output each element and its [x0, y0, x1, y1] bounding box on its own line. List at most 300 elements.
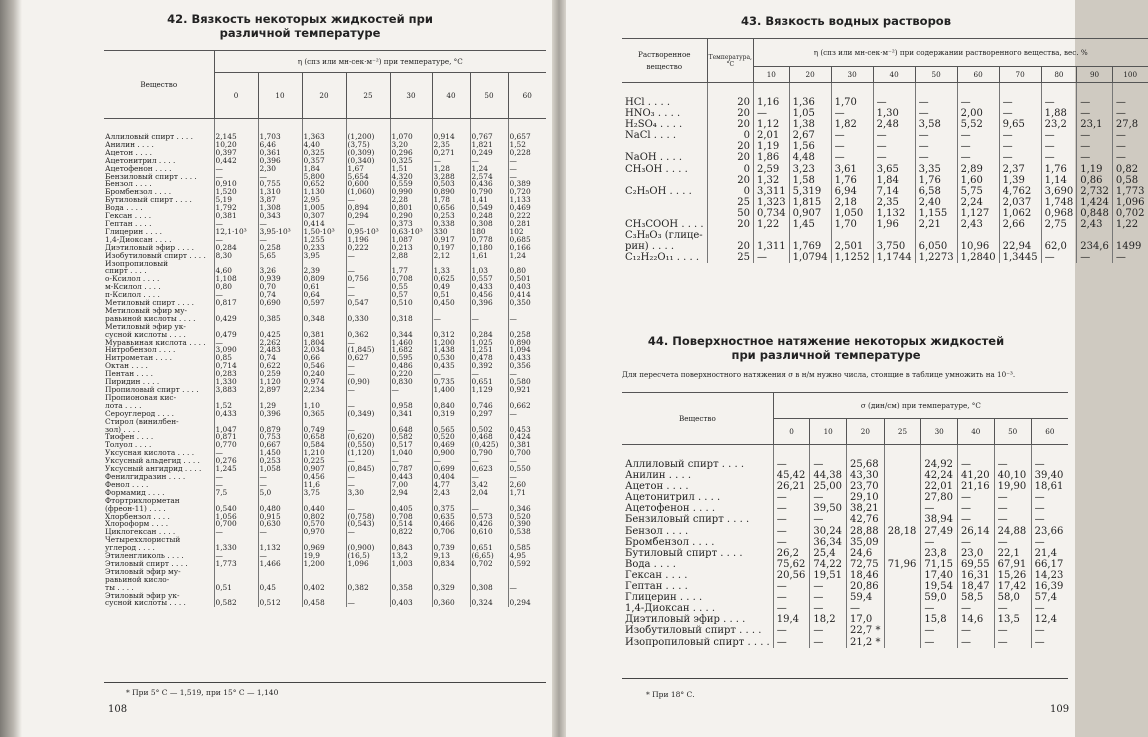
- substance-label: ты: [105, 582, 115, 592]
- value-cell: —: [508, 457, 546, 465]
- value-cell: 3,61: [831, 164, 873, 175]
- value-cell: 1,773: [1112, 186, 1147, 197]
- dot-leader: . . . .: [689, 603, 716, 615]
- substance-label: Бензол: [625, 525, 663, 537]
- substance-name: [622, 252, 707, 263]
- substance-label: Нитрометан: [105, 353, 154, 363]
- value-cell: 0,284: [214, 244, 258, 252]
- value-cell: —: [957, 625, 994, 636]
- value-cell: 0,360: [432, 599, 470, 607]
- substance-label: Фенол: [105, 479, 130, 489]
- dot-leader: . . . .: [156, 527, 176, 537]
- value-cell: 23,2: [1041, 119, 1077, 130]
- value-cell: 30,24: [810, 526, 847, 537]
- value-cell: 1,16: [753, 83, 789, 109]
- value-cell: [884, 570, 921, 581]
- value-cell: —: [1041, 252, 1077, 263]
- value-cell: 330: [432, 228, 470, 236]
- value-cell: 1,41: [470, 196, 508, 204]
- value-cell: 102: [508, 228, 546, 236]
- value-cell: 0,900: [432, 449, 470, 457]
- value-cell: 57,4: [1031, 592, 1068, 603]
- value-cell: 2,262: [258, 339, 302, 347]
- value-cell: 16,31: [957, 570, 994, 581]
- substance-label: Гептан: [625, 581, 663, 593]
- value-cell: 0,180: [470, 244, 508, 252]
- substance-label: Аллиловый спирт: [625, 459, 719, 470]
- substance-label: HNO₃: [625, 108, 655, 120]
- value-cell: —: [508, 173, 546, 181]
- value-cell: (0,900): [346, 544, 390, 552]
- aqueous-viscosity-table: [622, 38, 1148, 263]
- value-cell: 27,49: [921, 526, 958, 537]
- value-cell: 0,258: [258, 244, 302, 252]
- value-cell: 58,0: [994, 592, 1031, 603]
- table-row: [104, 599, 546, 607]
- table-row: [622, 197, 1148, 208]
- substance-name: [104, 599, 214, 607]
- dot-leader: . . . .: [141, 282, 161, 292]
- value-cell: 0,82: [1112, 164, 1147, 175]
- value-cell: 0,939: [258, 275, 302, 283]
- value-cell: 0,623: [470, 465, 508, 473]
- value-cell: —: [346, 481, 390, 489]
- value-cell: 0,225: [302, 457, 346, 465]
- value-cell: 1,400: [432, 386, 470, 394]
- dot-leader: . . . .: [127, 266, 147, 276]
- substance-label: Бромбензол: [105, 187, 153, 197]
- value-cell: 0,559: [390, 180, 432, 188]
- temperature-cell: 50: [707, 208, 753, 219]
- value-cell: 0,281: [508, 220, 546, 228]
- value-cell: 0,350: [508, 299, 546, 307]
- value-cell: 1,094: [508, 346, 546, 354]
- value-cell: 35,09: [847, 537, 885, 548]
- substance-label: HCl: [625, 97, 645, 108]
- value-cell: 0,456: [470, 291, 508, 299]
- table-row: [622, 492, 1068, 503]
- substance-label: NaCl: [625, 130, 651, 142]
- substance-name: [622, 625, 773, 636]
- value-cell: 2,501: [831, 241, 873, 252]
- value-cell: 62,0: [1041, 241, 1077, 252]
- column-header: 60: [957, 67, 999, 83]
- value-cell: 2,28: [390, 196, 432, 204]
- value-cell: —: [999, 108, 1041, 119]
- value-cell: 0,907: [789, 208, 831, 219]
- value-cell: —: [346, 402, 390, 410]
- value-cell: 2,00: [957, 108, 999, 119]
- value-cell: 24,92: [921, 445, 958, 471]
- substance-label: Нитробензол: [105, 345, 157, 355]
- value-cell: 0,424: [508, 433, 546, 441]
- value-cell: 0,550: [508, 465, 546, 473]
- substance-label: CH₃COOH: [625, 219, 679, 231]
- value-cell: 0,622: [258, 362, 302, 370]
- dot-leader: . . . .: [123, 203, 143, 213]
- substance-label: C₃H₈O₃ (глице-: [625, 230, 703, 242]
- value-cell: 39,50: [810, 503, 847, 514]
- table-row: [622, 470, 1068, 481]
- value-cell: 3,42: [470, 481, 508, 489]
- value-cell: 0,51: [214, 584, 258, 592]
- dot-leader: . . . .: [156, 155, 176, 165]
- value-cell: —: [1077, 130, 1113, 141]
- dot-leader: . . . .: [134, 369, 153, 379]
- value-cell: 0,486: [390, 362, 432, 370]
- value-cell: 19,4: [773, 614, 810, 625]
- substance-label: Четыреххлористый: [105, 535, 181, 545]
- dot-leader: . . . .: [152, 234, 172, 244]
- substance-label: Циклогексан: [105, 527, 157, 537]
- value-cell: [884, 581, 921, 592]
- value-cell: 15,26: [994, 570, 1031, 581]
- value-cell: 0,426: [470, 520, 508, 528]
- value-cell: 3,883: [214, 386, 258, 394]
- value-cell: 180: [470, 228, 508, 236]
- value-cell: 2,43: [1077, 219, 1113, 230]
- column-header: 50: [915, 67, 957, 83]
- value-cell: 1,76: [915, 175, 957, 186]
- value-cell: 0,433: [214, 410, 258, 418]
- value-cell: (1,200): [346, 119, 390, 141]
- value-cell: 1,2273: [915, 252, 957, 263]
- value-cell: —: [831, 108, 873, 119]
- dot-leader: . . . .: [173, 195, 192, 205]
- value-cell: —: [390, 386, 432, 394]
- value-cell: 0,573: [470, 513, 508, 521]
- table-row: [104, 497, 546, 505]
- column-header: 20: [789, 67, 831, 83]
- value-cell: 0,348: [302, 315, 346, 323]
- substance-name: [104, 119, 214, 141]
- value-cell: —: [470, 505, 508, 513]
- value-cell: 0,294: [346, 212, 390, 220]
- value-cell: 0,651: [470, 544, 508, 552]
- value-cell: 0,86: [1077, 175, 1113, 186]
- temperature-cell: 20: [707, 241, 753, 252]
- value-cell: 0,385: [258, 315, 302, 323]
- dot-leader: . . . .: [132, 218, 152, 228]
- value-cell: 5,654: [346, 173, 390, 181]
- value-cell: 22,94: [999, 241, 1041, 252]
- value-cell: —: [346, 528, 390, 536]
- value-cell: 45,42: [773, 470, 810, 481]
- value-cell: —: [810, 581, 847, 592]
- value-cell: 2,43: [957, 219, 999, 230]
- value-cell: 1,70: [831, 219, 873, 230]
- value-cell: [390, 568, 432, 576]
- dot-leader: . . . .: [153, 353, 172, 363]
- table-row: [622, 186, 1148, 197]
- substance-label: Бутиловый спирт: [105, 195, 174, 205]
- substance-label: Бензиловый спирт: [105, 171, 178, 181]
- value-cell: —: [773, 445, 810, 471]
- substance-name: [622, 175, 707, 186]
- value-cell: 0,479: [214, 331, 258, 339]
- value-cell: —: [1112, 152, 1147, 163]
- substance-label: 1,4-Диоксан: [625, 603, 690, 615]
- value-cell: (3,75): [346, 141, 390, 149]
- value-cell: 72,75: [847, 559, 885, 570]
- value-cell: 0,514: [390, 520, 432, 528]
- substance-label: Хлороформ: [105, 519, 150, 529]
- value-cell: —: [915, 141, 957, 152]
- value-cell: [214, 568, 258, 576]
- value-cell: 25,68: [847, 445, 885, 471]
- temperature-cell: 20: [707, 141, 753, 152]
- value-cell: —: [214, 339, 258, 347]
- value-cell: 4,77: [432, 481, 470, 489]
- value-cell: 0,57: [390, 291, 432, 299]
- value-cell: 0,503: [432, 180, 470, 188]
- column-header: 0: [214, 73, 258, 119]
- value-cell: 2,89: [957, 164, 999, 175]
- value-cell: —: [810, 445, 847, 471]
- value-cell: 0,662: [508, 402, 546, 410]
- table-row: [622, 219, 1148, 230]
- value-cell: 1,70: [831, 83, 873, 109]
- dot-leader: . . . .: [146, 503, 166, 513]
- value-cell: (16,5): [346, 552, 390, 560]
- table-row: [104, 568, 546, 576]
- value-cell: —: [214, 449, 258, 457]
- value-cell: 0,362: [346, 331, 390, 339]
- value-cell: [884, 481, 921, 492]
- value-cell: 19,9: [302, 552, 346, 560]
- value-cell: 1,245: [214, 465, 258, 473]
- value-cell: 1,132: [258, 544, 302, 552]
- value-cell: —: [470, 473, 508, 481]
- value-cell: 234,6: [1077, 241, 1113, 252]
- temperature-cell: 0: [707, 130, 753, 141]
- value-cell: —: [346, 457, 390, 465]
- dot-leader: . . . .: [166, 471, 186, 481]
- value-cell: 3,65: [873, 164, 915, 175]
- value-cell: 0,651: [470, 378, 508, 386]
- value-cell: 0,565: [432, 426, 470, 434]
- substance-name: [622, 503, 773, 514]
- value-cell: 17,42: [994, 581, 1031, 592]
- value-cell: —: [432, 157, 470, 165]
- value-cell: —: [957, 537, 994, 548]
- value-cell: 0,222: [346, 244, 390, 252]
- substance-name: [622, 186, 707, 197]
- value-cell: [915, 230, 957, 241]
- value-cell: 1499: [1112, 241, 1147, 252]
- value-cell: 1,129: [470, 386, 508, 394]
- value-cell: 58,5: [957, 592, 994, 603]
- dot-leader: . . . .: [644, 97, 671, 108]
- value-cell: 0,458: [302, 599, 346, 607]
- value-cell: 0,755: [258, 180, 302, 188]
- value-cell: 23,70: [847, 481, 885, 492]
- substance-label: Ацетон: [625, 481, 664, 493]
- value-cell: —: [346, 473, 390, 481]
- dot-leader: . . . .: [718, 459, 745, 470]
- value-cell: 0,197: [432, 244, 470, 252]
- value-cell: —: [346, 220, 390, 228]
- substance-label: Изопропиловый: [105, 258, 168, 268]
- dot-leader: . . . .: [175, 448, 195, 458]
- value-cell: 0,787: [390, 465, 432, 473]
- value-cell: 0,325: [390, 157, 432, 165]
- value-cell: —: [921, 537, 958, 548]
- value-cell: 2,66: [999, 219, 1041, 230]
- value-cell: —: [346, 386, 390, 394]
- dot-leader: . . . .: [140, 274, 160, 284]
- value-cell: 1,070: [390, 119, 432, 141]
- value-cell: 59,4: [847, 592, 885, 603]
- dot-leader: . . . .: [121, 424, 140, 434]
- substance-name: [622, 230, 707, 241]
- dot-leader: . . . .: [164, 551, 184, 561]
- column-header: 20: [847, 419, 885, 445]
- substance-name: [622, 164, 707, 175]
- value-cell: —: [1077, 83, 1113, 109]
- value-cell: 0,55: [390, 283, 432, 291]
- substance-label: Уксусный ангидрид: [105, 464, 183, 474]
- value-cell: —: [957, 83, 999, 109]
- value-cell: 2,24: [957, 197, 999, 208]
- substance-label: Изопропиловый спирт: [625, 636, 745, 648]
- substance-name: [622, 559, 773, 570]
- value-cell: 0,220: [390, 370, 432, 378]
- table-row: [622, 548, 1068, 559]
- substance-label: Ацетофенон: [625, 503, 690, 515]
- value-cell: 0,778: [470, 236, 508, 244]
- value-cell: —: [470, 370, 508, 378]
- dot-leader: . . . .: [662, 569, 688, 581]
- value-cell: 0,557: [470, 275, 508, 283]
- value-cell: 3,95: [302, 252, 346, 260]
- value-cell: 3,30: [346, 489, 390, 497]
- page-number: 109: [1050, 704, 1070, 715]
- value-cell: 0,702: [470, 560, 508, 568]
- value-cell: 1,32: [753, 175, 789, 186]
- value-cell: 36,34: [810, 537, 847, 548]
- eta-header: η (спз или мн-сек·м⁻²) при температуре, °С: [214, 51, 546, 73]
- substance-label: Пиридин: [105, 377, 141, 387]
- value-cell: 26,2: [773, 548, 810, 559]
- value-cell: 0,296: [390, 149, 432, 157]
- substance-name: [622, 83, 707, 109]
- value-cell: —: [346, 599, 390, 607]
- value-cell: —: [1031, 514, 1068, 525]
- dot-leader: . . . .: [735, 625, 762, 637]
- column-header: 30: [921, 419, 958, 445]
- substance-label: углерод: [105, 543, 137, 553]
- value-cell: [884, 492, 921, 503]
- value-cell: (0,349): [346, 410, 390, 418]
- value-cell: 0,325: [302, 149, 346, 157]
- value-cell: 3,750: [873, 241, 915, 252]
- value-cell: —: [773, 603, 810, 614]
- value-cell: (1,845): [346, 346, 390, 354]
- dot-leader: . . . .: [132, 179, 152, 189]
- temperature-cell: 20: [707, 119, 753, 130]
- column-header: 30: [390, 73, 432, 119]
- value-cell: 1,308: [258, 204, 302, 212]
- dot-leader: . . . .: [167, 329, 186, 339]
- value-cell: 2,35: [873, 197, 915, 208]
- value-cell: 0,373: [390, 220, 432, 228]
- dot-leader: . . . .: [135, 139, 154, 149]
- value-cell: —: [1031, 537, 1068, 548]
- value-cell: 2,897: [258, 386, 302, 394]
- value-cell: 0,381: [508, 441, 546, 449]
- substance-label: Муравьиная кислота: [105, 337, 187, 347]
- value-cell: 0,308: [470, 584, 508, 592]
- value-cell: —: [470, 457, 508, 465]
- value-cell: 1,03: [470, 267, 508, 275]
- value-cell: —: [999, 152, 1041, 163]
- substance-label: зол): [105, 424, 122, 434]
- value-cell: 0,276: [214, 457, 258, 465]
- value-cell: —: [214, 552, 258, 560]
- substance-name: [622, 614, 773, 625]
- value-cell: 2,037: [999, 197, 1041, 208]
- value-cell: 0,456: [302, 473, 346, 481]
- value-cell: 1,71: [508, 489, 546, 497]
- value-cell: 1,38: [789, 119, 831, 130]
- substance-label: (фреон-11): [105, 503, 147, 513]
- value-cell: 0,74: [258, 291, 302, 299]
- value-cell: 42,24: [921, 470, 958, 481]
- value-cell: 0,595: [390, 354, 432, 362]
- table-row: [622, 559, 1068, 570]
- value-cell: 19,51: [810, 570, 847, 581]
- value-cell: 0,318: [390, 315, 432, 323]
- value-cell: —: [994, 514, 1031, 525]
- dot-leader: . . . .: [689, 503, 716, 515]
- dot-leader: . . . .: [181, 456, 200, 466]
- dot-leader: . . . .: [678, 219, 704, 231]
- value-cell: —: [999, 83, 1041, 109]
- value-cell: —: [508, 473, 546, 481]
- value-cell: 11,6: [302, 481, 346, 489]
- value-cell: 2,034: [302, 346, 346, 354]
- table-row: [622, 241, 1148, 252]
- value-cell: 0,433: [508, 354, 546, 362]
- value-cell: 1,39: [999, 175, 1041, 186]
- dot-leader: . . . .: [688, 536, 715, 548]
- value-cell: 21,4: [1031, 548, 1068, 559]
- value-cell: 0,222: [508, 212, 546, 220]
- value-cell: 1,60: [957, 175, 999, 186]
- value-cell: 2,145: [214, 119, 258, 141]
- value-cell: 0,734: [753, 208, 789, 219]
- table-row: [622, 164, 1148, 175]
- value-cell: 0,708: [390, 275, 432, 283]
- dot-leader: . . . .: [175, 298, 195, 308]
- column-header: 60: [508, 73, 546, 119]
- value-cell: —: [773, 526, 810, 537]
- value-cell: 0,271: [432, 149, 470, 157]
- value-cell: 1,88: [1041, 108, 1077, 119]
- value-cell: [873, 230, 915, 241]
- value-cell: 4,95: [508, 552, 546, 560]
- value-cell: —: [773, 625, 810, 636]
- value-cell: 0,635: [432, 513, 470, 521]
- value-cell: —: [915, 83, 957, 109]
- value-cell: 0,453: [508, 426, 546, 434]
- column-header: 60: [1031, 419, 1068, 445]
- value-cell: 18,47: [957, 581, 994, 592]
- value-cell: 0,968: [1041, 208, 1077, 219]
- value-cell: —: [994, 445, 1031, 471]
- value-cell: [470, 568, 508, 576]
